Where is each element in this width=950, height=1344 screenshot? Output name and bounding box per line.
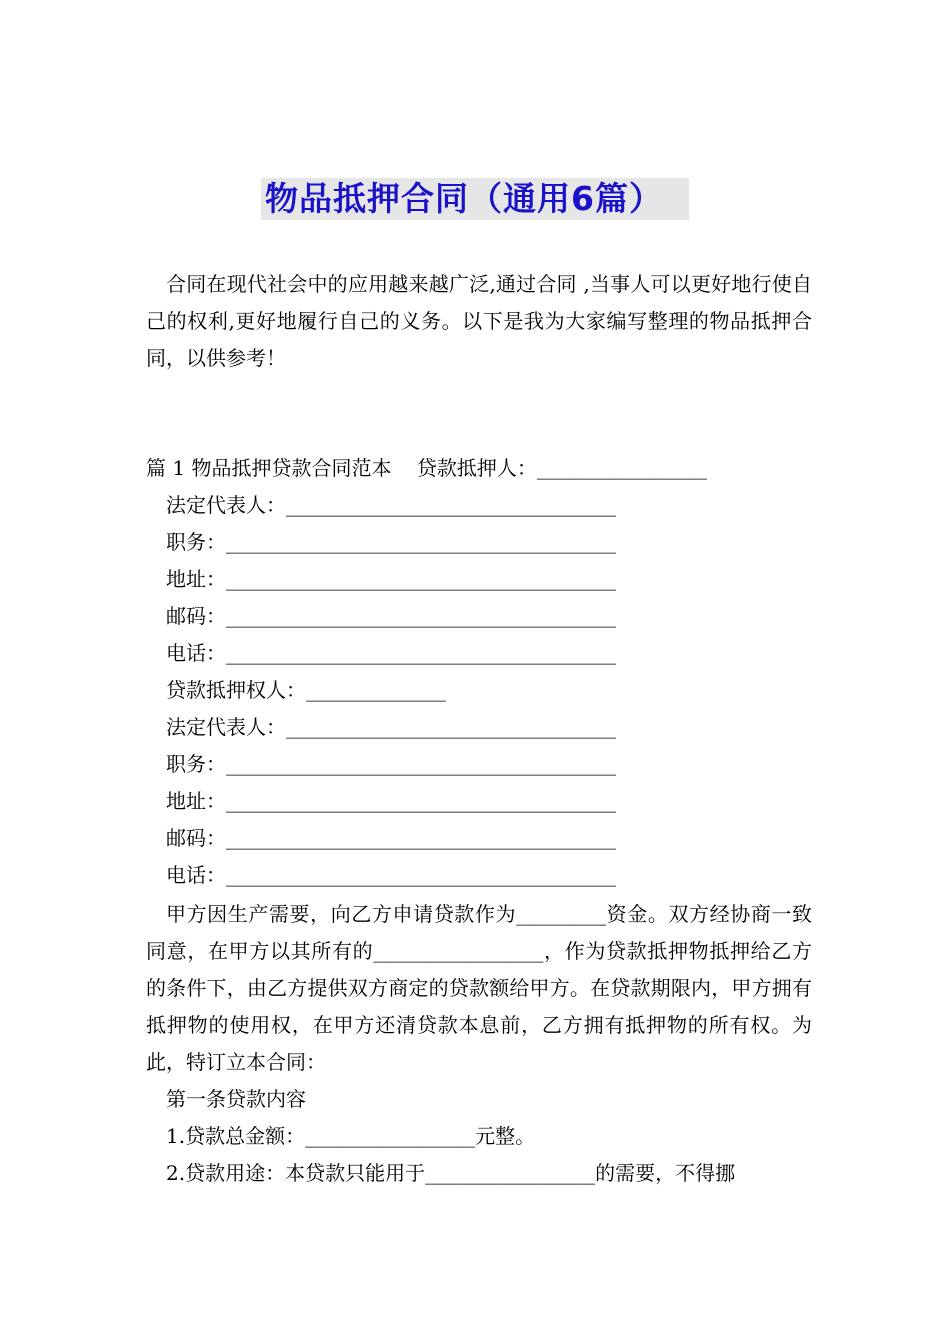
field-mortgagee: 贷款抵押权人：______________ [166,678,446,702]
field-address-2: 地址：_______________________________________ [166,789,616,813]
field-legal-representative-2: 法定代表人：_________________________________ [166,715,616,739]
field-postcode: 邮码：_______________________________________ [166,604,616,628]
field-position: 职务：_______________________________________ [166,530,616,554]
article-1-title: 第一条贷款内容 [166,1087,306,1111]
field-address: 地址：_______________________________________ [166,567,616,591]
title-container [0,178,950,220]
intro-paragraph: 合同在现代社会中的应用越来越广泛,通过合同 ,当事人可以更好地行使自己的权利,更好地履行自己的义务。以下是我为大家编写整理的物品抵押合同，以供参考！ [146,272,812,370]
field-position-2: 职务：_______________________________________ [166,752,616,776]
document-title: 物品抵押合同（通用6篇） [261,178,689,220]
article-1-item-2: 2.贷款用途：本贷款只能用于_________________的需要，不得挪 [166,1161,736,1185]
field-postcode-2: 邮码：_______________________________________ [166,826,616,850]
body-paragraph: 甲方因生产需要，向乙方申请贷款作为_________资金。双方经协商一致同意，在甲方以其所有的_________________，作为贷款抵押物抵押给乙方的条件下，由乙方提供双方商定的贷款额给甲方。在贷款期限内，甲方拥有抵押物的使用权，在甲方还清贷款本息前，乙方拥有抵押物的所有权。为此，特订立本合同： [146,902,812,1074]
field-phone-2: 电话：_______________________________________ [166,863,616,887]
section-heading-line: 篇 1 物品抵押贷款合同范本 贷款抵押人：_________________ [146,456,707,480]
field-legal-representative: 法定代表人：_________________________________ [166,493,616,517]
field-phone: 电话：_______________________________________ [166,641,616,665]
article-1-item-1: 1.贷款总金额：_________________元整。 [166,1124,536,1148]
